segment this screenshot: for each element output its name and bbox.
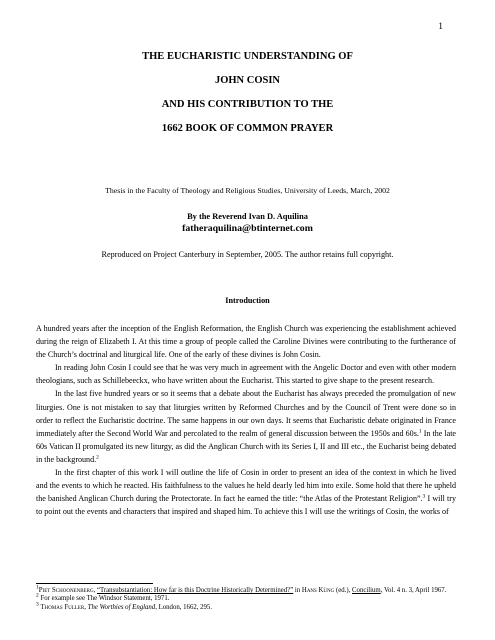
- footnote-3-author: Thomas Fuller: [40, 603, 85, 611]
- footnote-ref-2[interactable]: 2: [96, 454, 99, 461]
- paragraph-2: [36, 361, 456, 387]
- footnote-3-title: The Worthies of England: [87, 603, 156, 611]
- paragraph-1: [36, 322, 456, 361]
- footnotes: [36, 584, 456, 612]
- footnote-1-sep: ,: [93, 587, 97, 594]
- paragraph-4-text-a: In the first chapter of this work I will outline the life of Cosin in order to present an idea of the context in which he lived and the events to which he reacted. His faithfulness to the values he held dearly led him into exile. Some hold that there he upheld the banished Anglican Church during the Protectorate. In fact he earned the title: “the Atlas of the Protestant Religion”.: [36, 468, 456, 504]
- footnote-mark-1: 1: [36, 584, 39, 591]
- title-line-1: THE EUCHARISTIC UNDERSTANDING OF: [142, 51, 353, 62]
- page-number: 1: [438, 22, 443, 32]
- body-text: [36, 322, 456, 518]
- footnote-2: [36, 595, 456, 603]
- footnote-mark-2: 2: [36, 593, 39, 600]
- paragraph-4-text-b: I will try to point out the events and characters that inspired and shaped him. To achieve this I will use the writings of Cosin, the works of: [36, 494, 456, 517]
- title-line-4: 1662 BOOK OF COMMON PRAYER: [161, 123, 334, 134]
- paragraph-3-text-a: In the last five hundred years or so it seems that a debate about the Eucharist has always preceded the promulgation of new liturgies. One is not mistaken to say that liturgies written by Reformed Churches and by the Council of Trent were done so in order to reflect the Eucharistic doctrine. The same happens in our own days. It seems that Eucharistic debate originated in France immediately after the Second World War and percolated to the realm of general discussion between the 1950s and 60s.: [36, 389, 456, 438]
- footnote-1-tail: , Vol. 4 n. 3, April 1967.: [380, 587, 447, 594]
- footnote-1-author: Piet Schoonenberg: [38, 587, 94, 594]
- footnote-1-mid: in: [293, 587, 302, 594]
- footnote-2-text: For example see The Windsor Statement, 1971.: [38, 595, 170, 603]
- footnote-1-journal[interactable]: Concilium: [352, 587, 381, 594]
- footnote-3: [36, 601, 456, 612]
- footnote-1-editor: Hans Küng: [301, 587, 335, 594]
- footnote-1-ed: (ed.),: [334, 587, 351, 594]
- footnote-3-sep: ,: [84, 603, 88, 611]
- footnote-1-title[interactable]: “Transubstantiation: How far is this Doctrine Historically Determined?”: [96, 587, 294, 594]
- author-email: fatheraquilina@btinternet.com: [182, 223, 313, 234]
- title-line-3: AND HIS CONTRIBUTION TO THE: [161, 99, 334, 110]
- footnote-ref-1[interactable]: 1: [418, 428, 422, 435]
- section-heading: Introduction: [225, 296, 270, 305]
- footnote-3-tail: , London, 1662, 295.: [155, 603, 213, 611]
- byline: By the Reverend Ivan D. Aquilina: [187, 212, 308, 221]
- paragraph-3: [36, 387, 456, 466]
- paragraph-2-text: In reading John Cosin I could see that he was very much in agreement with the Angelic Doctor and even with other modern theologians, such as Schillebeeckx, who have written about the Eucharist. This started to give shape to the present research.: [36, 363, 456, 386]
- reproduction-note: Reproduced on Project Canterbury in September, 2005. The author retains full copyright.: [101, 250, 394, 259]
- title-block: [0, 50, 495, 146]
- paragraph-3-text-b: In the late 60s Vatican II promulgated its new liturgy, as did the Anglican Church with its Series I, II and III etc., the Eucharist being debated in the background.: [36, 428, 456, 464]
- paragraph-4: [36, 466, 456, 518]
- footnote-divider: [36, 583, 153, 584]
- affiliation: Thesis in the Faculty of Theology and Religious Studies, University of Leeds, March, 2002: [105, 186, 390, 195]
- footnote-ref-3[interactable]: 3: [422, 493, 426, 500]
- paragraph-1-text: A hundred years after the inception of the English Reformation, the English Church was experiencing the establishment achieved during the reign of Elizabeth I. At this time a group of people called the Caroline Divines were contributing to the furtherance of the Church’s doctrinal and liturgical life. One of the early of these divines is John Cosin.: [36, 324, 456, 360]
- footnote-mark-3: 3: [36, 601, 39, 608]
- title-line-2: JOHN COSIN: [214, 75, 281, 86]
